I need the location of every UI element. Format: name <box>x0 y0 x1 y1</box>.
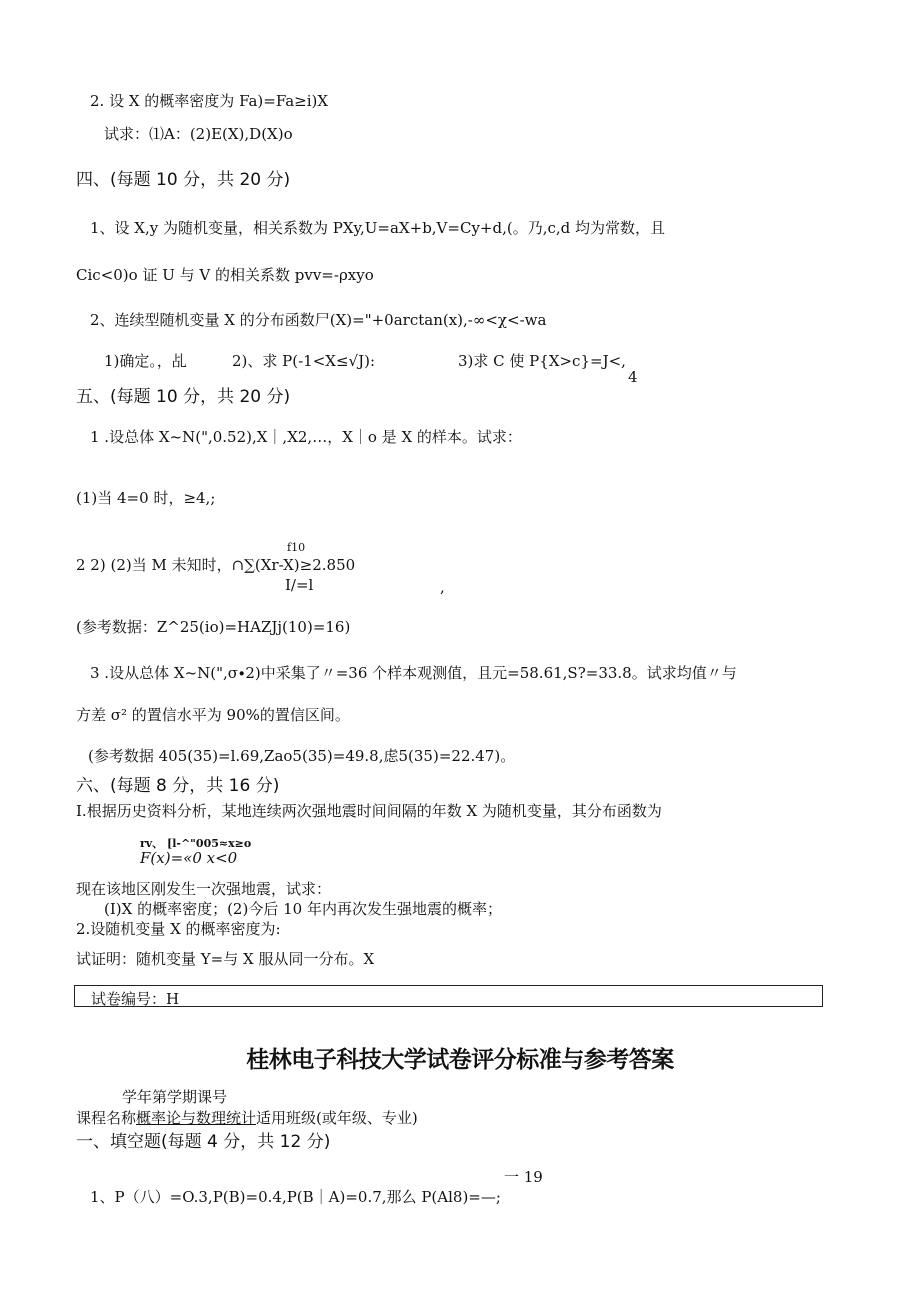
course-name: 概率论与数理统计 <box>136 1109 257 1127</box>
s5-q1-sub2-comma: , <box>440 578 445 596</box>
s4-q2-part-c: 3)求 C 使 P{X>c}=J<, <box>458 352 626 370</box>
course-line <box>76 1111 418 1126</box>
answer-fraction-numerator: 一 19 <box>504 1168 543 1186</box>
q2-ask-line: 试求：⑴A：(2)E(X),D(X)o <box>104 125 293 143</box>
s6-q1-line: I.根据历史资料分析，某地连续两次强地震时间间隔的年数 X 为随机变量，其分布函数为 <box>76 802 662 820</box>
term-line: 学年第学期课号 <box>122 1088 228 1106</box>
s6-formula-bottom: F(x)=«0 x<0 <box>140 849 238 867</box>
s4-q2-line1: 2、连续型随机变量 X 的分布函数尸(X)="+0arctan(x),-∞<χ<-wa <box>90 311 547 329</box>
s5-q3-line1: 3 .设从总体 X~N(",σ∙2)中采集了〃=36 个样本观测值，且元=58.61,S?=33.8。试求均值〃与 <box>90 664 737 682</box>
s5-q1-sub1: (1)当 4=0 时，≥4,; <box>76 489 216 507</box>
exam-number: 试卷编号：H <box>91 990 180 1008</box>
s4-q1-line1: 1、设 X,y 为随机变量，相关系数为 PXy,U=aX+b,V=Cy+d,(。乃,c,d 均为常数，且 <box>90 219 666 237</box>
s6-q2-line: 2.设随机变量 X 的概率密度为: <box>76 920 281 938</box>
exam-number-box <box>74 985 823 1007</box>
sum-upper-limit: f10 <box>287 541 306 554</box>
s4-q2-part-a: 1)确定。，乩 <box>104 352 187 370</box>
q2-density-line: 2. 设 X 的概率密度为 Fa)=Fa≥i)X <box>90 92 329 110</box>
s6-q1-intro: 现在该地区刚发生一次强地震，试求： <box>76 880 332 898</box>
course-prefix: 课程名称 <box>76 1109 137 1127</box>
sum-lower-limit: I∕=l <box>285 576 314 594</box>
s6-q2-prove: 试证明：随机变量 Y=与 X 服从同一分布。X <box>76 950 375 968</box>
s4-q1-line2: Cic<0)o 证 U 与 V 的相关系数 pvv=-ρxyo <box>76 266 374 284</box>
s4-q2-part-b: 2)、求 P(-1<X≤√J): <box>232 352 376 370</box>
answer-title: 桂林电子科技大学试卷评分标准与参考答案 <box>246 1047 674 1073</box>
s5-ref-data-1: (参考数据：Z^25(io)=HAZJj(10)=16) <box>76 618 351 636</box>
s5-q3-line2: 方差 σ² 的置信水平为 90%的置信区间。 <box>76 706 350 724</box>
s4-q2-fraction-denominator: 4 <box>628 368 638 386</box>
fill-in-section-heading: 一、填空题(每题 4 分，共 12 分) <box>76 1132 331 1152</box>
s6-formula-top: rv、 [l-^"005≈x≥o <box>140 837 252 850</box>
s5-q1-line: 1 .设总体 X~N(",0.52),X｜,X2,…，X｜o 是 X 的样本。试求： <box>90 428 522 446</box>
answer-q1-line: 1、P（八）=O.3,P(B)=0.4,P(B｜A)=0.7,那么 P(Al8)=—; <box>90 1188 501 1206</box>
s5-ref-data-2: (参考数据 405(35)=l.69,Zao5(35)=49.8,虑5(35)=22.47)。 <box>88 747 516 765</box>
section-four-heading: 四、(每题 10 分，共 20 分) <box>76 170 291 190</box>
s6-q1-ask: (I)X 的概率密度；(2)今后 10 年内再次发生强地震的概率； <box>104 900 502 918</box>
section-five-heading: 五、(每题 10 分，共 20 分) <box>76 387 291 407</box>
s5-q1-sub2: 2 2) (2)当 M 未知时，∩∑(Xr-X)≥2.850 <box>76 556 356 574</box>
section-six-heading: 六、(每题 8 分，共 16 分) <box>76 776 280 796</box>
course-suffix: 适用班级(或年级、专业) <box>256 1109 418 1127</box>
